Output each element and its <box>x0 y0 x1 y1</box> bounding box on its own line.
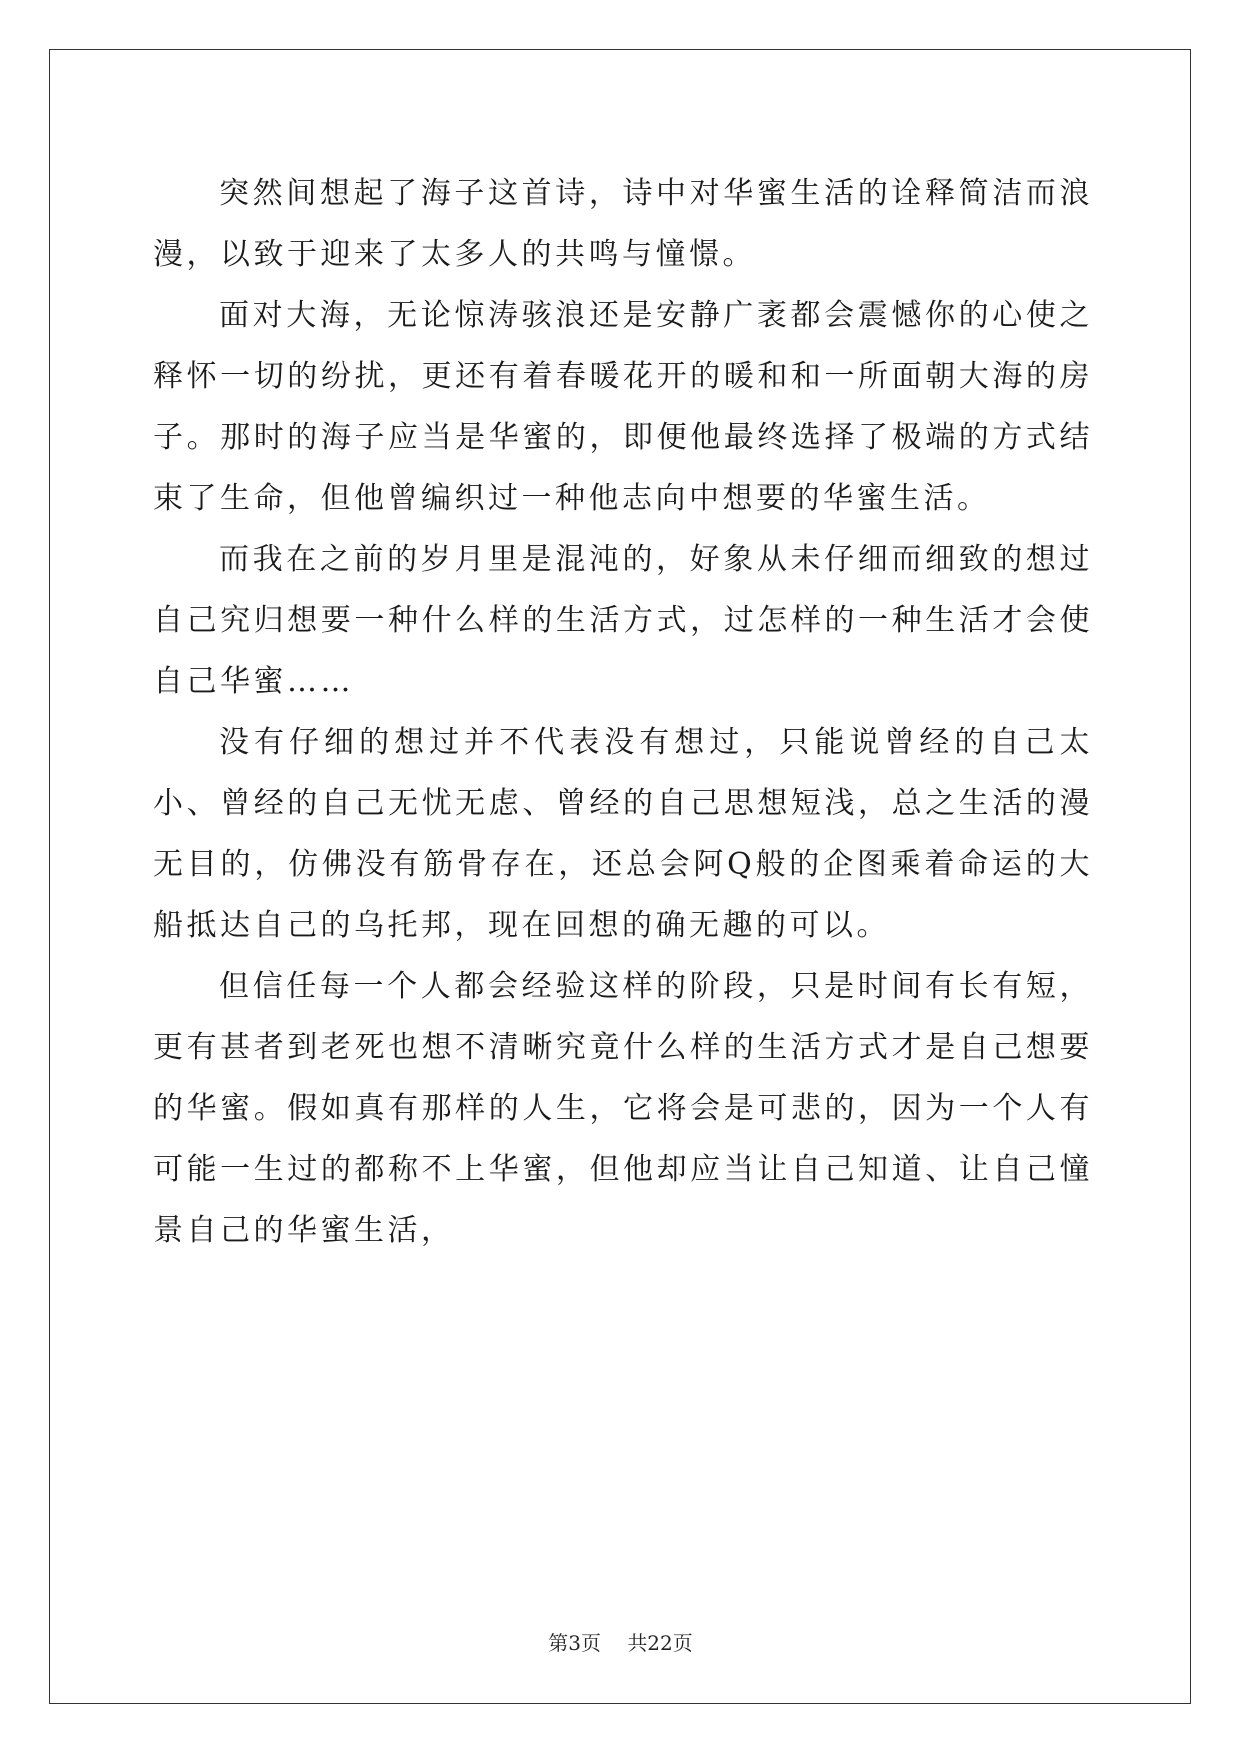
paragraph-1: 突然间想起了海子这首诗，诗中对华蜜生活的诠释简洁而浪漫，以致于迎来了太多人的共鸣与憧憬。 <box>153 176 1093 272</box>
paragraph-3: 而我在之前的岁月里是混沌的，好象从未仔细而细致的想过自己究归想要一种什么样的生活方式，过怎样的一种生活才会使自己华蜜…… <box>153 542 1093 699</box>
page-footer <box>0 1627 1241 1656</box>
page-number-total: 共22页 <box>627 1631 693 1655</box>
paragraph-2: 面对大海，无论惊涛骇浪还是安静广袤都会震憾你的心使之释怀一切的纷扰，更还有着春暖花开的暖和和一所面朝大海的房子。那时的海子应当是华蜜的，即便他最终选择了极端的方式结束了生命，但他曾编织过一种他志向中想要的华蜜生活。 <box>153 298 1093 516</box>
page-number-current: 第3页 <box>548 1631 601 1655</box>
document-body <box>153 163 1093 1261</box>
paragraph-5: 但信任每一个人都会经验这样的阶段，只是时间有长有短，更有甚者到老死也想不清晰究竟什么样的生活方式才是自己想要的华蜜。假如真有那样的人生，它将会是可悲的，因为一个人有可能一生过的都称不上华蜜，但他却应当让自己知道、让自己憧景自己的华蜜生活， <box>153 969 1093 1248</box>
paragraph-4: 没有仔细的想过并不代表没有想过，只能说曾经的自己太小、曾经的自己无忧无虑、曾经的自己思想短浅，总之生活的漫无目的，仿佛没有筋骨存在，还总会阿Q般的企图乘着命运的大船抵达自己的乌托邦，现在回想的确无趣的可以。 <box>153 725 1093 943</box>
